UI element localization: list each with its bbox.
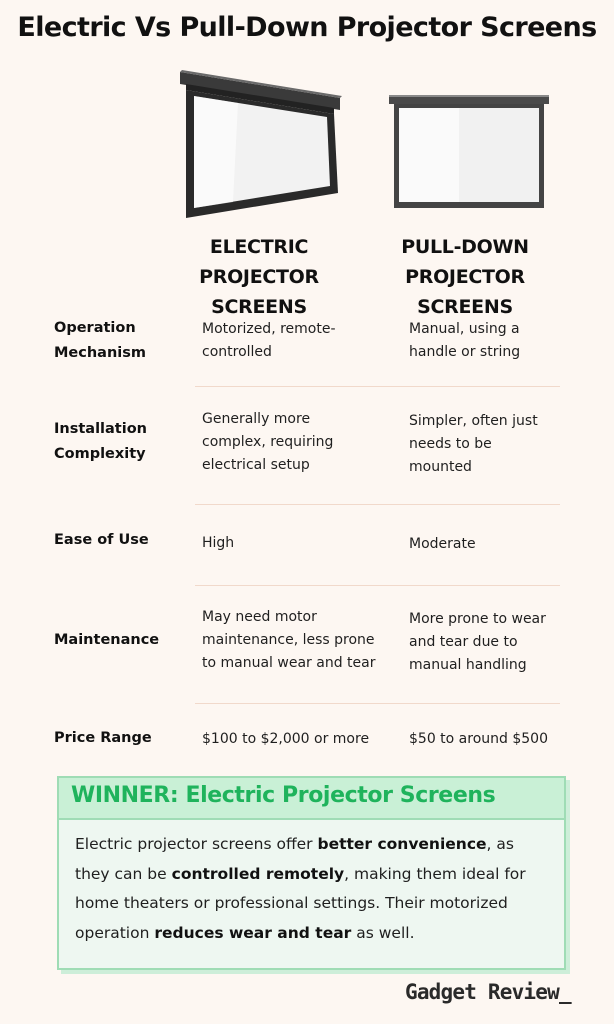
cell-line: Moderate — [409, 536, 476, 552]
winner-text-bold: reduces wear and tear — [154, 923, 352, 942]
winner-header — [59, 778, 564, 820]
cell-line: to manual wear and tear — [202, 655, 376, 671]
column-header-line: SCREENS — [211, 296, 307, 318]
column-header-line: PULL-DOWN — [401, 236, 529, 258]
pulldown-cell — [409, 410, 559, 479]
cell-line: controlled — [202, 344, 272, 360]
winner-text-run: Electric projector screens offer — [75, 835, 318, 853]
cell-line: Motorized, remote- — [202, 321, 336, 337]
comparison-row — [40, 606, 560, 686]
column-header-electric — [155, 232, 363, 322]
cell-line: mounted — [409, 459, 472, 475]
electric-screen-illustration — [178, 68, 344, 220]
cell-line: More prone to wear — [409, 611, 546, 627]
row-label — [54, 316, 184, 366]
cell-line: High — [202, 535, 235, 551]
column-header-pulldown — [362, 232, 568, 322]
electric-cell — [202, 408, 382, 477]
cell-line: $100 to $2,000 or more — [202, 731, 370, 747]
winner-box — [57, 776, 566, 970]
row-label-line: Mechanism — [54, 345, 146, 361]
electric-cell — [202, 318, 382, 364]
row-divider — [195, 703, 560, 704]
winner-text-run: , making them ideal for home theaters or professional settings. Their motorized operation — [75, 864, 526, 942]
column-header-line: ELECTRIC PROJECTOR — [199, 236, 319, 288]
pulldown-cell — [409, 533, 559, 556]
row-label-line: Complexity — [54, 446, 146, 462]
cell-line: handle or string — [409, 344, 521, 360]
row-label-line: Operation — [54, 320, 136, 336]
row-label-line: Installation — [54, 421, 147, 437]
row-label — [54, 628, 184, 653]
comparison-row — [40, 726, 560, 756]
comparison-row — [40, 316, 560, 376]
row-divider — [195, 386, 560, 387]
row-label-line: Price Range — [54, 730, 152, 746]
row-label — [54, 726, 184, 751]
row-divider — [195, 585, 560, 586]
page-title: Electric Vs Pull-Down Projector Screens — [17, 12, 597, 43]
comparison-row — [40, 407, 560, 487]
pulldown-screen-illustration — [388, 94, 550, 210]
pulldown-cell — [409, 608, 559, 677]
winner-text-bold: controlled remotely — [171, 864, 345, 883]
cell-line: maintenance, less prone — [202, 632, 375, 648]
comparison-row — [40, 528, 560, 560]
row-label — [54, 417, 184, 467]
cell-line: needs to be — [409, 436, 492, 452]
winner-title: WINNER: Electric Projector Screens — [71, 783, 496, 808]
winner-text-bold: better convenience — [317, 835, 487, 853]
cell-line: manual handling — [409, 657, 527, 673]
electric-cell — [202, 606, 382, 675]
column-header-line: PROJECTOR SCREENS — [405, 266, 525, 318]
row-divider — [195, 504, 560, 505]
row-label — [54, 528, 184, 553]
pulldown-cell — [409, 728, 559, 751]
cell-line: complex, requiring — [202, 434, 334, 450]
cell-line: May need motor — [202, 609, 317, 625]
electric-cell — [202, 728, 382, 751]
winner-text — [75, 830, 550, 948]
row-label-line: Maintenance — [54, 632, 160, 648]
cell-line: $50 to around $500 — [409, 731, 548, 747]
winner-text-run: as well. — [351, 923, 415, 942]
winner-text-run: , as they can be — [75, 835, 514, 883]
row-label-line: Ease of Use — [54, 532, 149, 548]
cell-line: Simpler, often just — [409, 413, 538, 429]
gadget-review-logo: Gadget Review_ — [405, 980, 571, 1004]
cell-line: and tear due to — [409, 634, 518, 650]
pulldown-cell — [409, 318, 559, 364]
cell-line: Generally more — [202, 411, 311, 427]
cell-line: electrical setup — [202, 457, 310, 473]
electric-cell — [202, 532, 382, 555]
cell-line: Manual, using a — [409, 321, 520, 337]
